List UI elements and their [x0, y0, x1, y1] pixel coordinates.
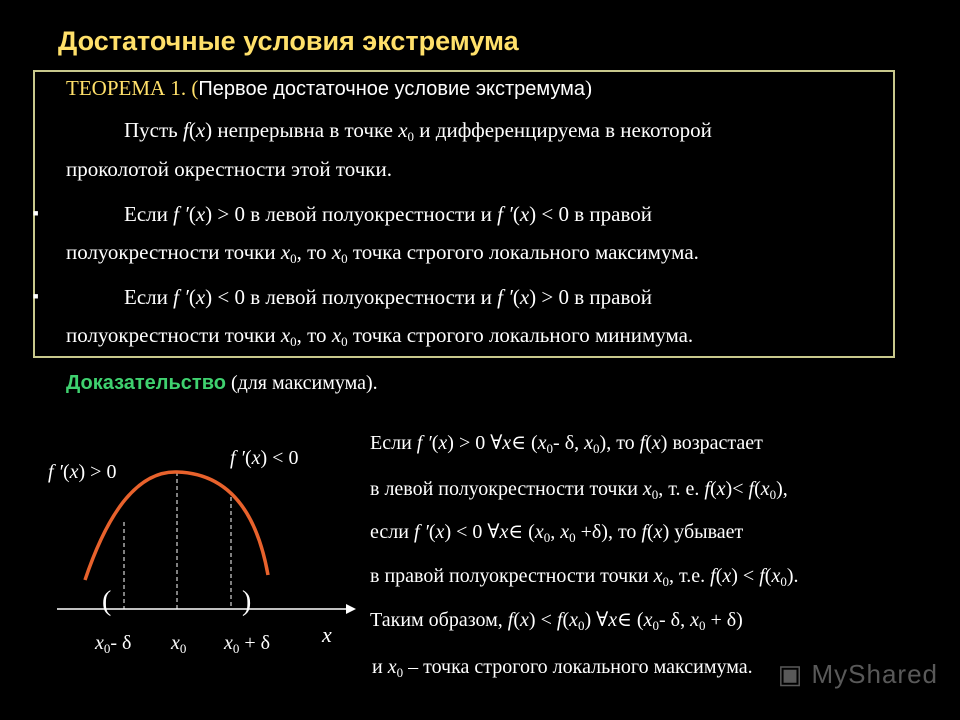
right-text-line3: если f ′(x) < 0 ∀x∈ ($x_0$, $x_0 +\delta$), то f(x) убывает — [370, 521, 744, 545]
theorem-intro-line2: проколотой окрестности этой точки. — [66, 157, 392, 181]
watermark-logo: ▣ MyShared — [777, 659, 938, 689]
watermark-icon: ▣ — [777, 659, 804, 689]
right-text-line4: в правой полуокрестности точки $x_0$, т.е. $f(x) < f(x_0)$. — [370, 565, 799, 589]
slide-title: Достаточные условия экстремума — [58, 26, 519, 56]
right-text-line5: Таким образом, $f(x) < f(x_0)$ ∀x∈ ($x_0-$ δ, $x_0 + \delta$) — [370, 609, 743, 633]
theorem-intro-line1: Пусть f(x) непрерывна в точке $x_0$ и дифференцируема в некоторой — [124, 118, 712, 144]
right-text-line6: и $x_0$ – точка строгого локального максимума. — [372, 656, 753, 680]
case1-line2: полуокрестности точки $x_0$, то $x_0$ точка строгого локального максимума. — [66, 240, 699, 266]
axis-label-x: x — [322, 622, 332, 647]
case2-line1: Если f ′(x) < 0 в левой полуокрестности и f ′(x) > 0 в правой — [124, 285, 652, 309]
right-text-line2: в левой полуокрестности точки $x_0$, т. е. $f(x)< f(x_0)$, — [370, 478, 788, 502]
theorem-header: ТЕОРЕМА 1. (Первое достаточное условие экстремума) — [66, 76, 593, 100]
bullet-icon: ■ — [33, 208, 39, 218]
theorem-name: Первое достаточное условие экстремума — [198, 78, 586, 100]
case2-line2: полуокрестности точки $x_0$, то $x_0$ точка строгого локального минимума. — [66, 323, 694, 349]
right-text-line1: Если f ′(x) > 0 ∀x∈ ($x_0-$ δ, $x_0$), то f(x) возрастает — [370, 432, 763, 456]
theorem-label: ТЕОРЕМА 1 — [66, 76, 181, 100]
tick-label-right: $x_0 + \delta$ — [224, 632, 271, 656]
case1-line1: Если f ′(x) > 0 в левой полуокрестности и f ′(x) < 0 в правой — [124, 202, 652, 226]
left-paren: ( — [102, 586, 112, 617]
x-axis-arrow-icon — [346, 604, 356, 614]
tick-label-mid: $x_0$ — [171, 632, 187, 656]
proof-heading: Доказательство (для максимума). — [66, 372, 378, 394]
right-paren: ) — [242, 586, 252, 617]
left-derivative-label: f ′(x) > 0 — [48, 461, 117, 483]
proof-label: Доказательство — [66, 372, 226, 394]
right-derivative-label: f ′(x) < 0 — [230, 447, 299, 469]
tick-label-left: $x_0-$ δ — [95, 632, 132, 656]
bullet-icon: ■ — [33, 291, 39, 301]
